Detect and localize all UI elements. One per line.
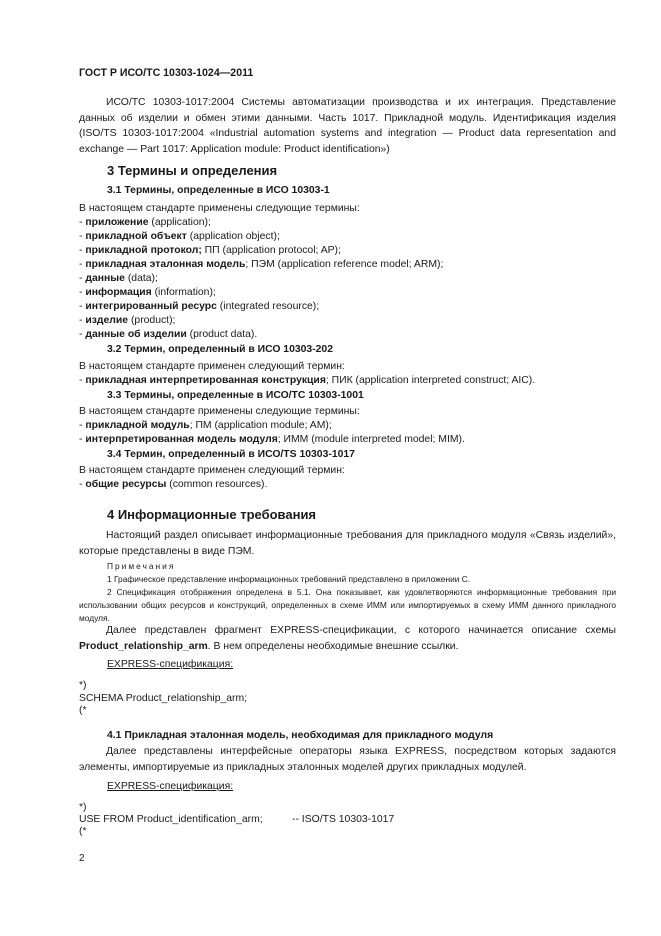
terms-list-3-1 xyxy=(79,216,443,342)
term-rest: (common resources). xyxy=(166,479,268,490)
term-item xyxy=(79,328,443,342)
term-name: прикладная эталонная модель xyxy=(85,259,246,270)
term-rest: (product data). xyxy=(186,329,258,340)
code-use-from: USE FROM Product_identification_arm; xyxy=(79,814,263,825)
subsection-4-1-text: Далее представлены интерфейсные операторы языка EXPRESS, посредством которых задаются элементы, импортируемые из прикладных эталонных моделей других прикладных модулей. xyxy=(79,746,616,773)
code-close: (* xyxy=(79,826,87,837)
list-dash: - xyxy=(79,420,86,431)
subsection-3-2-title: 3.2 Термин, определенный в ИСО 10303-202 xyxy=(107,344,333,355)
subsection-3-3-title: 3.3 Термины, определенные в ИСО/ТС 10303-1001 xyxy=(107,390,364,401)
note-1 xyxy=(79,573,616,586)
code-block-1 xyxy=(79,680,247,718)
term-item xyxy=(79,216,443,230)
list-dash: - xyxy=(79,217,86,228)
term-name: интегрированный ресурс xyxy=(85,301,217,312)
subsection-3-2-intro: В настоящем стандарте применен следующий термин: xyxy=(79,361,345,372)
term-rest: (application object); xyxy=(186,231,280,242)
term-item xyxy=(79,258,443,272)
list-dash: - xyxy=(79,479,86,490)
fragment-text-pre: Далее представлен фрагмент EXPRESS-спецификации, с которого начинается описание схемы xyxy=(106,625,616,636)
page-header: ГОСТ Р ИСО/ТС 10303-1024—2011 xyxy=(79,67,254,79)
list-dash: - xyxy=(79,245,86,256)
term-name: прикладной модуль xyxy=(85,420,190,431)
list-dash: - xyxy=(79,329,86,340)
term-item xyxy=(79,419,465,433)
list-dash: - xyxy=(79,375,86,386)
term-item xyxy=(79,478,267,492)
schema-name: Product_relationship_arm xyxy=(79,640,208,652)
fragment-paragraph xyxy=(79,623,616,654)
term-item xyxy=(79,272,443,286)
term-item xyxy=(79,374,535,388)
term-name: информация xyxy=(85,287,152,298)
term-name: прикладная интерпретированная конструкция xyxy=(85,375,326,386)
section-4-title: 4 Информационные требования xyxy=(107,507,317,522)
term-name: данные об изделии xyxy=(85,329,187,340)
express-label-1: EXPRESS-спецификация: xyxy=(107,659,234,670)
term-name: прикладной протокол; xyxy=(85,245,202,256)
term-name: общие ресурсы xyxy=(85,479,167,490)
term-name: данные xyxy=(85,273,125,284)
term-item xyxy=(79,244,443,258)
term-rest: ; ПМ (application module; AM); xyxy=(189,420,332,431)
term-rest: ; ИММ (module interpreted model; MIM). xyxy=(277,434,465,445)
term-rest: (data); xyxy=(124,273,158,284)
term-item xyxy=(79,433,465,447)
subsection-3-4-title: 3.4 Термин, определенный в ИСО/TS 10303-1017 xyxy=(107,449,355,460)
subsection-3-1-title: 3.1 Термины, определенные в ИСО 10303-1 xyxy=(107,185,330,196)
term-item xyxy=(79,230,443,244)
list-dash: - xyxy=(79,287,86,298)
term-name: прикладной объект xyxy=(85,231,187,242)
list-dash: - xyxy=(79,231,86,242)
terms-list-3-4 xyxy=(79,478,267,492)
term-rest: ; ПЭМ (application reference model; ARM); xyxy=(245,259,444,270)
term-rest: ПП (application protocol; AP); xyxy=(201,245,341,256)
express-label-2: EXPRESS-спецификация: xyxy=(107,781,234,792)
code-line: *) xyxy=(79,680,87,691)
note-1-text: 1 Графическое представление информационных требований представлено в приложении С. xyxy=(107,574,471,584)
term-rest: ; ПИК (application interpreted construct; AIC). xyxy=(325,375,536,386)
code-comment: -- ISO/TS 10303-1017 xyxy=(292,814,395,825)
subsection-3-3-intro: В настоящем стандарте применены следующие термины: xyxy=(79,406,360,417)
list-dash: - xyxy=(79,259,86,270)
list-dash: - xyxy=(79,434,86,445)
subsection-3-1-intro: В настоящем стандарте применены следующие термины: xyxy=(79,203,360,214)
term-rest: (application); xyxy=(148,217,211,228)
notes-header: Примечания xyxy=(107,561,176,571)
terms-list-3-2 xyxy=(79,374,535,388)
list-dash: - xyxy=(79,315,86,326)
reference-paragraph: ИСО/ТС 10303-1017:2004 Системы автоматизации производства и их интеграция. Представление данных об изделии и обмен этими данными. Часть 1017. Прикладной модуль. Идентификация изделия (ISO/TS 10303-1017:2004 «Industrial automation systems and integration — Product data representation and exchange — Part 1017: Application module: Product identification») xyxy=(79,97,616,155)
term-name: изделие xyxy=(85,315,129,326)
note-2: 2 Спецификация отображения определена в 5.1. Она показывает, как удовлетворяются информационные требования при использовании общих ресурсов и конструкций, определенных в схеме ИММ или импортируемых в схему ИММ данного прикладного модуля. xyxy=(79,587,616,624)
term-rest: (information); xyxy=(151,287,216,298)
term-item xyxy=(79,314,443,328)
code-open: *) xyxy=(79,802,87,813)
list-dash: - xyxy=(79,301,86,312)
subsection-3-4-intro: В настоящем стандарте применен следующий термин: xyxy=(79,465,345,476)
section-4-intro: Настоящий раздел описывает информационные требования для прикладного модуля «Связь изделий», которые представлены в виде ПЭМ. xyxy=(79,530,616,557)
section-3-title: 3 Термины и определения xyxy=(107,163,278,178)
code-line: (* xyxy=(79,705,87,717)
term-item xyxy=(79,300,443,314)
page-number: 2 xyxy=(79,853,85,864)
subsection-4-1-title: 4.1 Прикладная эталонная модель, необходимая для прикладного модуля xyxy=(107,730,494,741)
fragment-text-post: . В нем определены необходимые внешние ссылки. xyxy=(207,640,459,652)
term-rest: (integrated resource); xyxy=(216,301,320,312)
term-name: интерпретированная модель модуля xyxy=(85,434,278,445)
terms-list-3-3 xyxy=(79,419,465,447)
list-dash: - xyxy=(79,273,86,284)
term-item xyxy=(79,286,443,300)
code-line: SCHEMA Product_relationship_arm; xyxy=(79,692,248,704)
term-name: приложение xyxy=(85,217,149,228)
term-rest: (product); xyxy=(128,315,176,326)
